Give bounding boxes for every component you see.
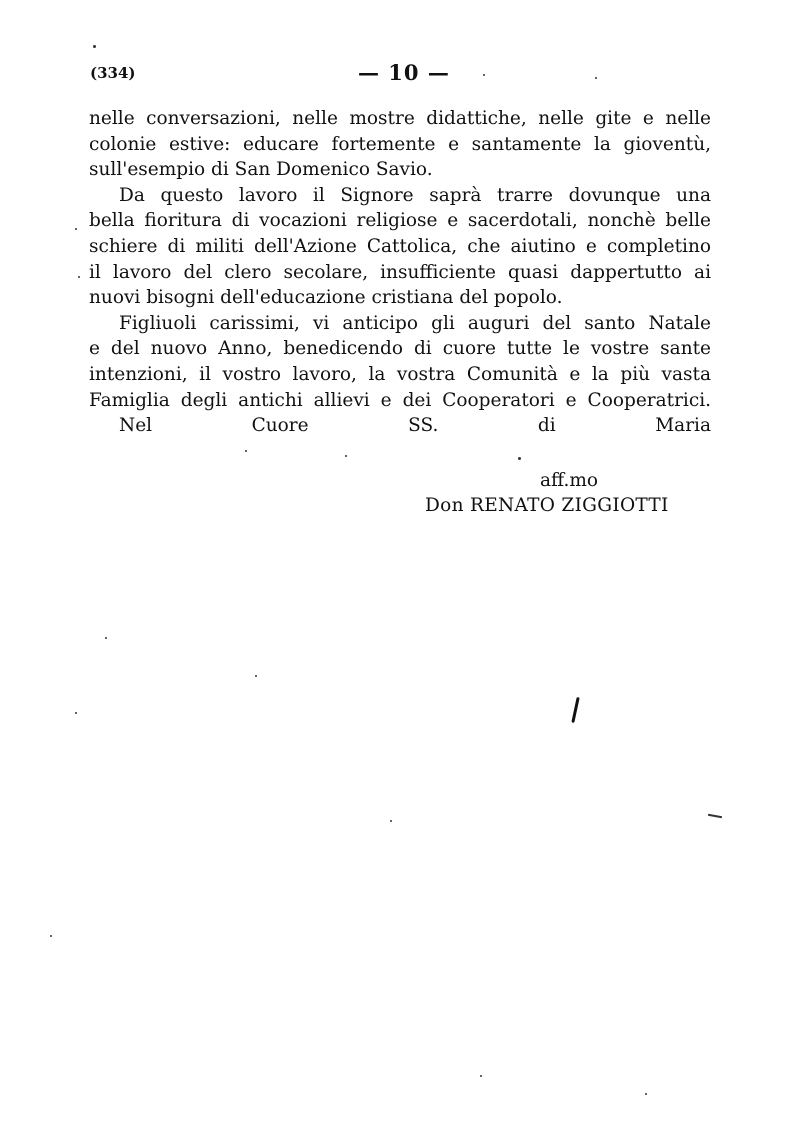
scan-speck — [518, 457, 521, 460]
salutation: Nel Cuore SS. di Maria — [119, 415, 711, 437]
text-line: Famiglia degli antichi allievi e dei Cooperatori e Cooperatrici. — [89, 389, 711, 411]
scan-speck — [595, 77, 597, 79]
signoff: aff.mo — [540, 470, 599, 491]
page-reference-number: (334) — [90, 64, 136, 82]
text-line: sull'esempio di San Domenico Savio. — [89, 159, 433, 181]
text-line: schiere di militi dell'Azione Cattolica, che aiutino e completino — [89, 235, 711, 257]
paragraph-3 — [89, 311, 711, 413]
scan-speck — [93, 45, 96, 48]
text-line: colonie estive: educare fortemente e santamente la gioventù, — [89, 133, 711, 155]
letter-body — [89, 106, 711, 439]
scan-speck — [245, 450, 247, 452]
scan-speck — [75, 712, 77, 714]
text-line: Figliuoli carissimi, vi anticipo gli auguri del santo Natale — [119, 312, 711, 334]
scan-speck — [105, 637, 107, 639]
text-line: intenzioni, il vostro lavoro, la vostra Comunità e la più vasta — [89, 363, 711, 385]
page-number: — 10 — — [358, 60, 450, 85]
scan-speck — [78, 276, 80, 278]
scan-speck — [390, 820, 392, 822]
scan-speck — [345, 455, 347, 457]
scan-speck — [645, 1093, 647, 1095]
paragraph-1 — [89, 106, 711, 183]
text-line: nelle conversazioni, nelle mostre didattiche, nelle gite e nelle — [89, 108, 711, 129]
text-line: bella fioritura di vocazioni religiose e sacerdotali, nonchè belle — [89, 210, 711, 232]
scan-speck — [75, 228, 77, 230]
scan-speck — [480, 1075, 482, 1077]
scan-speck — [255, 675, 257, 677]
text-line: e del nuovo Anno, benedicendo di cuore tutte le vostre sante — [89, 338, 711, 360]
scan-speck — [483, 74, 485, 76]
paragraph-2 — [89, 183, 711, 311]
scan-speck — [50, 935, 52, 937]
page-header — [90, 60, 710, 90]
text-line: Da questo lavoro il Signore saprà trarre dovunque una — [119, 184, 711, 206]
scan-dash — [708, 814, 722, 818]
text-line: nuovi bisogni dell'educazione cristiana del popolo. — [89, 287, 563, 309]
scan-mark — [571, 697, 579, 723]
signature: Don RENATO ZIGGIOTTI — [425, 495, 669, 516]
text-line: il lavoro del clero secolare, insufficiente quasi dappertutto ai — [89, 261, 711, 283]
